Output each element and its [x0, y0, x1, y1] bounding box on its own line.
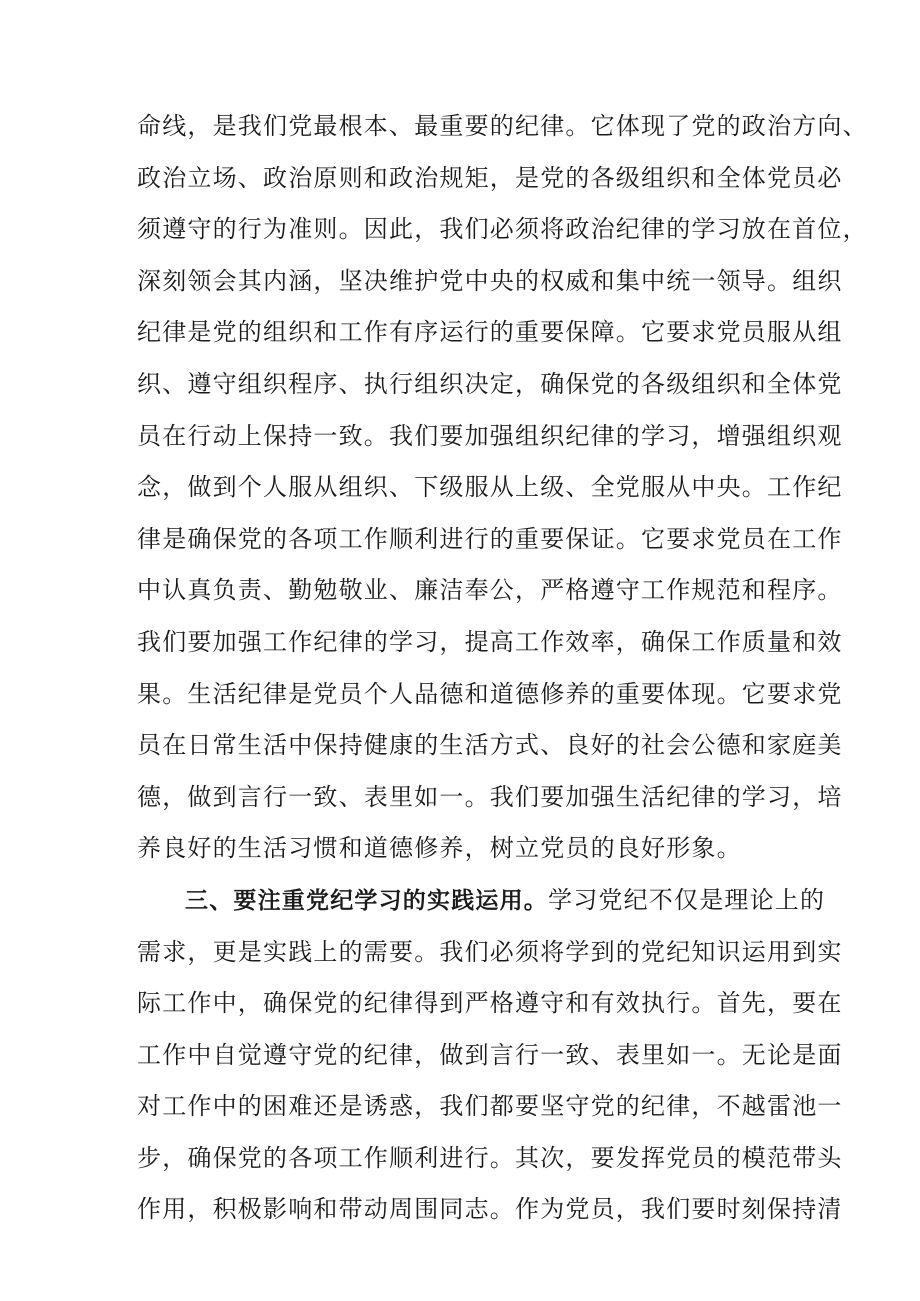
text-line: 中认真负责、勤勉敬业、廉洁奉公，严格遵守工作规范和程序。 — [137, 576, 843, 605]
text-line: 际工作中，确保党的纪律得到严格遵守和有效执行。首先，要在 — [137, 989, 843, 1018]
section-3-first-line-text: 学习党纪不仅是理论上的 — [548, 885, 826, 914]
section-3-heading: 三、要注重党纪学习的实践运用。 — [185, 887, 548, 914]
text-line: 须遵守的行为准则。因此，我们必须将政治纪律的学习放在首位， — [137, 215, 868, 244]
text-line: 需求，更是实践上的需要。我们必须将学到的党纪知识运用到实 — [137, 937, 843, 966]
text-line: 员在行动上保持一致。我们要加强组织纪律的学习，增强组织观 — [137, 421, 843, 450]
text-line: 工作中自觉遵守党的纪律，做到言行一致、表里如一。无论是面 — [137, 1040, 843, 1069]
text-line: 步，确保党的各项工作顺利进行。其次，要发挥党员的模范带头 — [137, 1143, 843, 1172]
section-3-first-line — [137, 875, 826, 927]
text-line: 纪律是党的组织和工作有序运行的重要保障。它要求党员服从组 — [137, 318, 843, 347]
text-line: 我们要加强工作纪律的学习，提高工作效率，确保工作质量和效 — [137, 627, 843, 656]
body-text — [137, 101, 868, 1236]
text-line: 念，做到个人服从组织、下级服从上级、全党服从中央。工作纪 — [137, 473, 843, 502]
text-line: 员在日常生活中保持健康的生活方式、良好的社会公德和家庭美 — [137, 731, 843, 760]
text-line: 政治立场、政治原则和政治规矩，是党的各级组织和全体党员必 — [137, 163, 843, 192]
text-line: 深刻领会其内涵，坚决维护党中央的权威和集中统一领导。组织 — [137, 266, 843, 295]
text-line: 对工作中的困难还是诱惑，我们都要坚守党的纪律，不越雷池一 — [137, 1092, 843, 1121]
text-line: 命线，是我们党最根本、最重要的纪律。它体现了党的政治方向、 — [137, 112, 868, 140]
text-line: 养良好的生活习惯和道德修养，树立党员的良好形象。 — [137, 834, 742, 863]
text-line: 作用，积极影响和带动周围同志。作为党员，我们要时刻保持清 — [137, 1195, 843, 1224]
text-line: 织、遵守组织程序、执行组织决定，确保党的各级组织和全体党 — [137, 369, 843, 398]
text-line: 律是确保党的各项工作顺利进行的重要保证。它要求党员在工作 — [137, 524, 843, 553]
text-line: 德，做到言行一致、表里如一。我们要加强生活纪律的学习，培 — [137, 782, 843, 811]
text-line: 果。生活纪律是党员个人品德和道德修养的重要体现。它要求党 — [137, 679, 843, 708]
